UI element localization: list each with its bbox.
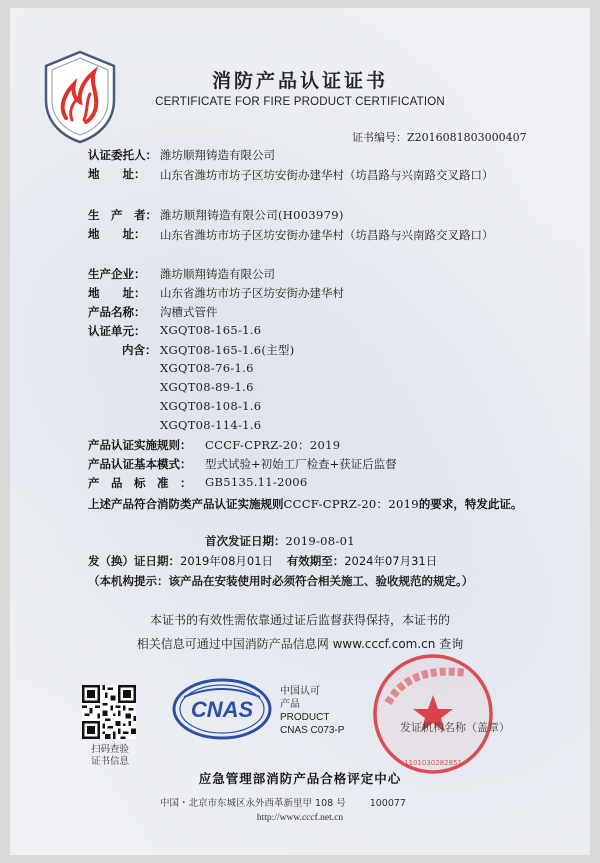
cnas-info [280, 685, 344, 737]
cert-unit-value: XGQT08-165-1.6 [160, 323, 262, 337]
certificate-number [352, 129, 527, 145]
cert-unit-label: 认证单元： [88, 324, 146, 338]
footer-address [160, 795, 406, 809]
product-name-label: 产品名称： [88, 305, 146, 319]
issuing-organization: 应急管理部消防产品合格评定中心 [198, 771, 402, 786]
factory-address-value: 山东省潍坊市坊子区坊安街办建华村 [160, 286, 344, 300]
validity-note-line2: 相关信息可通过中国消防产品信息网 www.cccf.com.cn 查询 [136, 637, 464, 651]
contents-label: 内含： [122, 343, 157, 357]
validity-note-line1: 本证书的有效性需依靠通过证后监督获得保持，本证书的 [149, 613, 450, 627]
standard-label: 产 品 标 准 ： [88, 476, 192, 490]
first-issue-label: 首次发证日期： [205, 534, 286, 548]
contents-item: XGQT08-108-1.6 [160, 399, 262, 413]
issue-date-label: 发（换）证日期： [88, 554, 180, 568]
producer-label: 生 产 者： [88, 208, 157, 222]
producer-address-value: 山东省潍坊市坊子区坊安街办建华村（坊昌路与兴南路交叉路口） [160, 228, 494, 242]
cnas-info-line: 中国认可 [280, 686, 320, 697]
declaration-text-b: 的要求，特发此证。 [418, 497, 523, 511]
declaration [88, 495, 528, 514]
issue-validity-dates [88, 553, 437, 569]
certificate-number-value: Z2016081803000407 [407, 131, 527, 144]
declaration-text-a: 上述产品符合消防类产品认证实施规则 [88, 497, 284, 511]
mode-label: 产品认证基本模式： [88, 457, 192, 471]
footer-website-link[interactable]: http://www.cccf.net.cn [256, 813, 344, 823]
producer-value: 潍坊顺翔铸造有限公司(H003979) [160, 208, 344, 222]
contents-item: XGQT08-89-1.6 [160, 380, 254, 394]
contents-item: XGQT08-165-1.6(主型) [160, 343, 295, 357]
first-issue-date [205, 533, 355, 549]
footer-address-text: 中国・北京市东城区永外西革新里甲 108 号 [160, 798, 346, 809]
issue-date-value: 2019年08月01日 [180, 554, 274, 568]
client-label: 认证委托人： [88, 148, 157, 162]
qr-caption-line: 证书信息 [90, 756, 129, 767]
contents-item: XGQT08-76-1.6 [160, 361, 254, 375]
official-seal-icon [370, 651, 496, 777]
qr-code-icon[interactable] [82, 685, 136, 739]
first-issue-value: 2019-08-01 [285, 534, 355, 548]
cnas-logo-text: CNAS [190, 697, 254, 722]
cnas-logo-icon [170, 675, 274, 743]
valid-until-label: 有效期至： [286, 554, 345, 568]
mode-value: 型式试验+初始工厂检查+获证后监督 [205, 457, 397, 471]
certificate-number-label: 证书编号： [352, 131, 407, 144]
declaration-rule: CCCF-CPRZ-20：2019 [283, 497, 419, 511]
client-address-label: 地 址： [88, 167, 146, 181]
qr-caption [82, 744, 138, 768]
institution-hint: （本机构提示：该产品在安装使用时必须符合相关施工、验收规范的规定。） [88, 574, 474, 588]
client-value: 潍坊顺翔铸造有限公司 [160, 148, 275, 162]
qr-caption-line: 扫码查验 [90, 744, 129, 755]
certificate-title: 消防产品认证证书 [211, 70, 388, 92]
cnas-info-line: 产品 [280, 699, 300, 710]
rules-label: 产品认证实施规则： [88, 438, 192, 452]
rules-value: CCCF-CPRZ-20：2019 [205, 438, 341, 452]
valid-until-value: 2024年07月31日 [344, 554, 438, 568]
factory-label: 生产企业： [88, 267, 146, 281]
standard-value: GB5135.11-2006 [205, 475, 308, 489]
issuer-seal-text: 发证机构名称（盖章） [400, 721, 510, 734]
contents-item: XGQT08-114-1.6 [160, 418, 262, 432]
cnas-info-line: CNAS C073-P [280, 725, 345, 736]
certificate-title-english: CERTIFICATE FOR FIRE PRODUCT CERTIFICATION [155, 96, 445, 108]
seal-serial: 1101030282851 [404, 759, 462, 767]
cnas-info-line: PRODUCT [280, 712, 330, 723]
factory-address-label: 地 址： [88, 286, 146, 300]
factory-value: 潍坊顺翔铸造有限公司 [160, 267, 275, 281]
product-name-value: 沟槽式管件 [160, 305, 218, 319]
footer-zip: 100077 [369, 798, 406, 809]
producer-address-label: 地 址： [88, 227, 146, 241]
client-address-value: 山东省潍坊市坊子区坊安街办建华村（坊昌路与兴南路交叉路口） [160, 168, 494, 182]
certificate-sheet [10, 8, 590, 855]
